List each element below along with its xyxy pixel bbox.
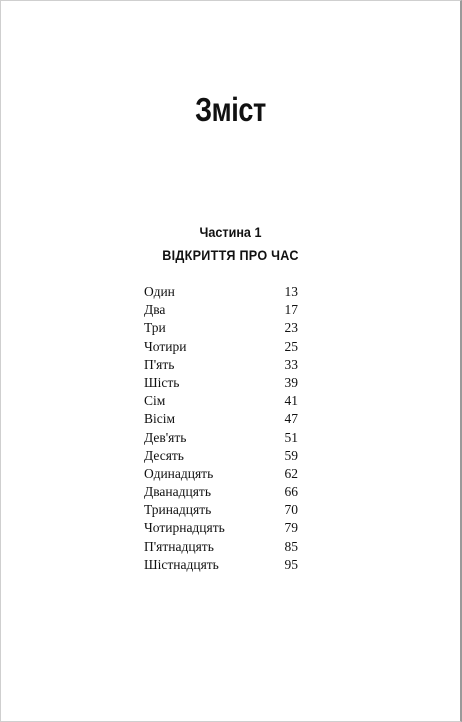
toc-chapter: Тринадцять (144, 502, 212, 518)
toc-chapter: Вісім (144, 411, 176, 427)
toc-chapter: Один (144, 284, 175, 299)
toc-chapter: Три (144, 320, 166, 336)
toc-entry (144, 429, 298, 447)
page-title: Зміст (195, 91, 266, 128)
toc-chapter: Дев'ять (144, 429, 187, 445)
table-of-contents (144, 283, 298, 574)
toc-entry (144, 483, 298, 501)
toc-chapter: Одинадцять (144, 465, 214, 481)
toc-page-number: 51 (284, 429, 298, 445)
toc-page-number: 79 (284, 520, 298, 536)
toc-entry (144, 410, 298, 428)
toc-page-number: 33 (284, 356, 298, 372)
toc-page-number: 62 (284, 465, 298, 481)
toc-page-number: 59 (284, 447, 298, 463)
toc-entry (144, 319, 298, 337)
part-label: Частина 1 (199, 224, 262, 240)
toc-entry (144, 392, 298, 410)
toc-entry (144, 519, 298, 537)
toc-page-number: 23 (284, 320, 298, 336)
toc-chapter: Десять (144, 447, 184, 463)
toc-chapter: П'ятнадцять (144, 538, 214, 554)
part-title: ВІДКРИТТЯ ПРО ЧАС (162, 247, 299, 263)
toc-page-number: 41 (284, 393, 298, 409)
toc-chapter: Шість (144, 374, 180, 390)
toc-chapter: Дванадцять (144, 484, 211, 500)
toc-page-number: 85 (284, 538, 298, 554)
toc-page-number: 95 (284, 556, 298, 572)
toc-entry (144, 283, 298, 301)
toc-entry (144, 338, 298, 356)
toc-entry (144, 301, 298, 319)
toc-entry (144, 447, 298, 465)
toc-chapter: Шістнадцять (144, 556, 219, 572)
toc-page-number: 66 (284, 484, 298, 500)
toc-entry (144, 556, 298, 574)
toc-entry (144, 465, 298, 483)
toc-page-number: 25 (284, 338, 298, 354)
toc-entry (144, 501, 298, 519)
toc-chapter: П'ять (144, 356, 175, 372)
toc-page-number: 70 (284, 502, 298, 518)
toc-chapter: Два (144, 302, 166, 318)
toc-page-number: 47 (284, 411, 298, 427)
toc-page-number: 39 (284, 374, 298, 390)
toc-chapter: Чотири (144, 338, 187, 354)
toc-page-number: 17 (284, 302, 298, 318)
toc-chapter: Чотирнадцять (144, 520, 225, 536)
toc-page-number: 13 (284, 284, 298, 299)
toc-entry (144, 356, 298, 374)
toc-entry (144, 374, 298, 392)
toc-entry (144, 538, 298, 556)
toc-chapter: Сім (144, 393, 166, 409)
